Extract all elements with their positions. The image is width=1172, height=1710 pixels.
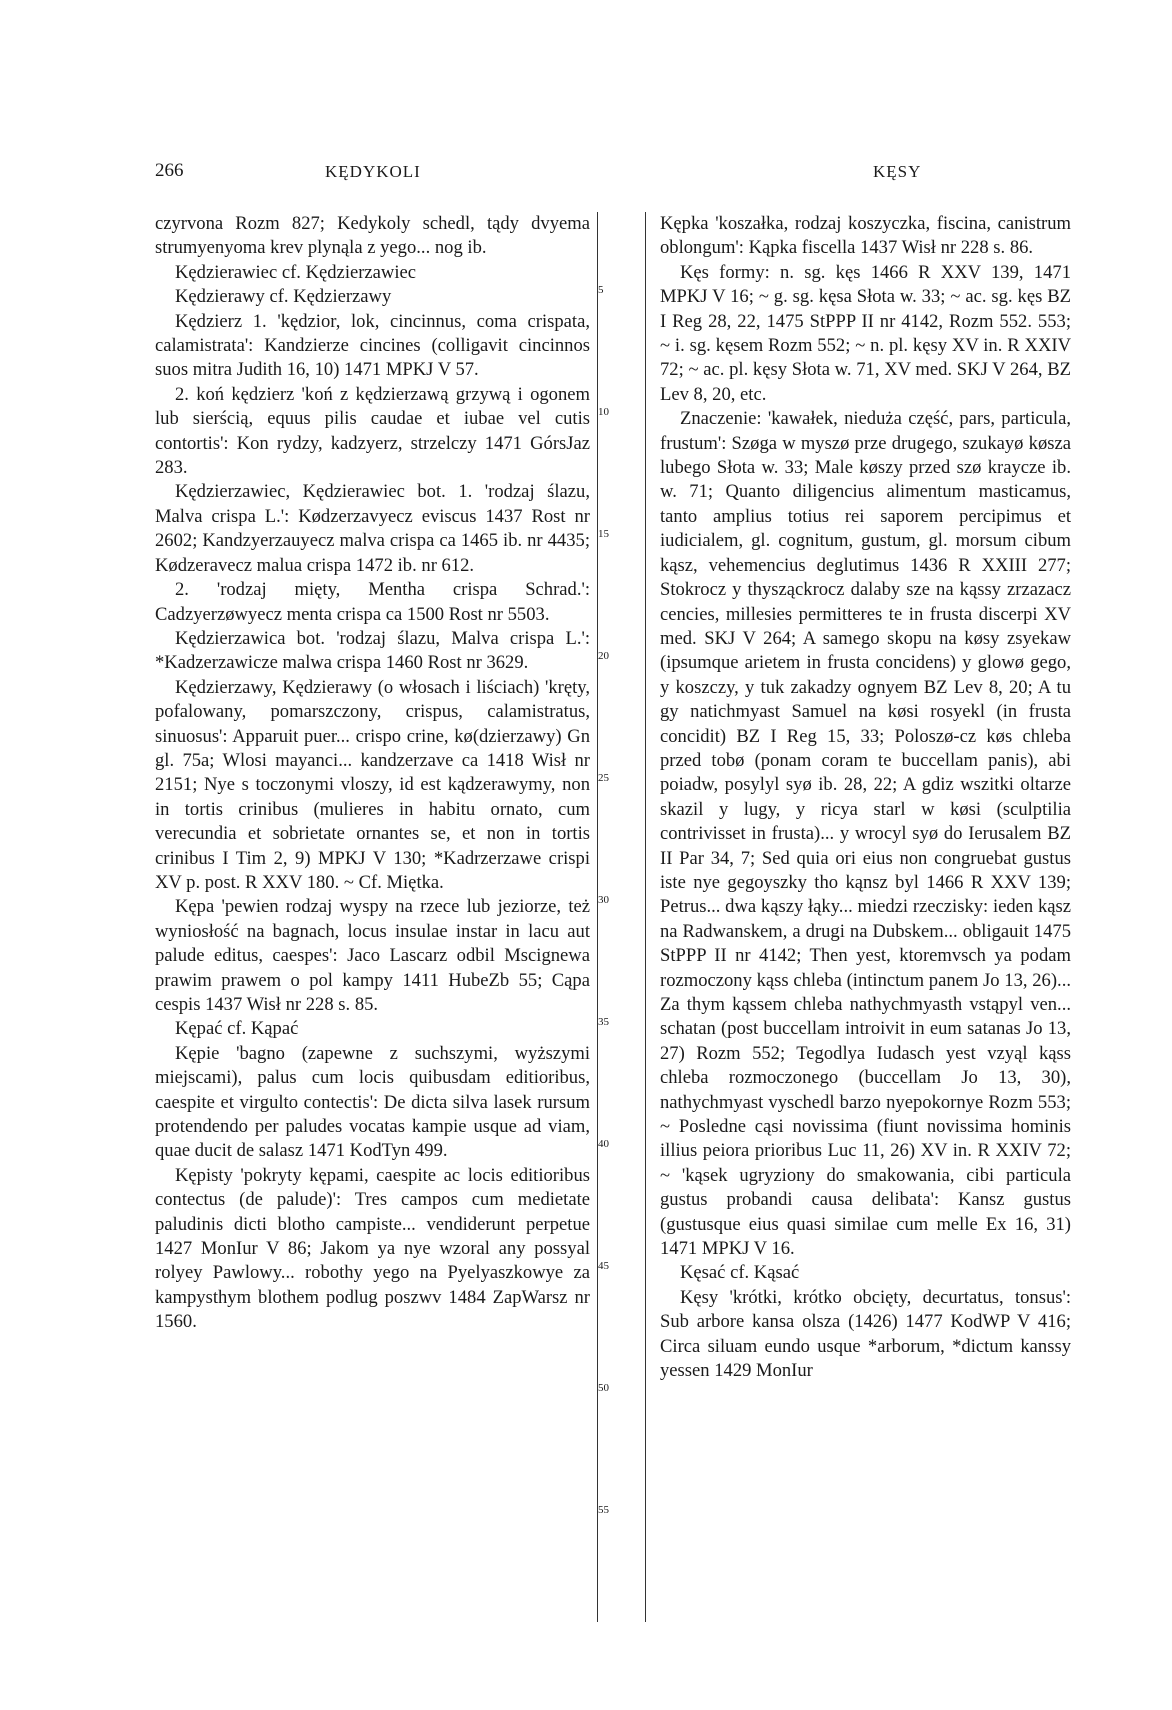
entry-text: Kęsy 'krótki, krótko obcięty, decurtatus, tonsus': Sub arbore kansa olsza (1426) 1477 KodWP V 416; Circa siluam eundo usque *arborum, *dictum kanssy yessen 1429 MonIur: [660, 1286, 1071, 1382]
entry-text: Kędzierz 1. 'kędzior, lok, cincinnus, coma crispata, calamistrata': Kandzierze cincines (colligavit cincinnos suos mitra Judith 16, 10) 1471 MPKJ V 57.: [155, 310, 590, 381]
entry-text: Kępać cf. Kąpać: [175, 1018, 299, 1040]
line-number: 35: [598, 1016, 609, 1028]
line-number: 50: [598, 1382, 609, 1394]
entry-text: Kępa 'pewien rodzaj wyspy na rzece lub jeziorze, też wyniosłość na bagnach, locus insulae instar in lacu aut palude editus, caespes': Jaco Lascarz odbil Mscignewa prawim prawem o pol kampy 1411 HubeZb 55; Cąpa cespis 1437 Wisł nr 228 s. 85.: [155, 896, 590, 1015]
entry-text: Znaczenie: 'kawałek, nieduża część, pars, particula, frustum': Szøga w myszø prze drugego, szukayø køsza lubego Słota w. 33; Male køszy przed szø kraycze ib. w. 71; Quanto diligencius alimentum masticamus, tanto amplius totius rei saporem percipimus et iudicialem, gl. cognitum, gustum, gl. morsum cibum kąsz, vehemencius deglutimus 1436 R XXIII 277; Stokrocz y thysząckrocz dalaby sze na kąssy zrzazacz cencies, millesies permitteres te in frusta discerpi XV med. SKJ V 264; A samego skopu na køsy zsyekaw (ipsumque arietem in frusta concidens) y glowø gego, y koszczy, y tuk zakadzy ognyem BZ Lev 8, 20; A tu gy natichmyast Samuel na køsi rosyekl (in frusta concidit) BZ I Reg 15, 33; Poloszø-cz køs chleba przed tobø (ponam coram te buccellam panis), abi poiadw, posylyl syø ib. 28, 22; A gdiz wszitki oltarze skazil y lugy, y ricya starl w køsi (sculptilia contrivisset in frusta)... y wrocyl syø do Ierusalem BZ II Par 34, 7; Sed quia ori eius non congruebat gustus iste nye gegoyszky tho kąnsz byl 1466 R XXV 139; Petrus... dwa kąszy łąky... miedzi rzeczisky: ieden kąsz na Radwanskem, a drugi na Dubskem... obligauit 1475 StPPP II nr 4142; Then yest, ktoremvsch ya podam rozmoczony kąss chleba (intinctum panem Jo 13, 26)... Za thym kąssem chleba nathychmyasth vstąpyl ven... schatan (post buccellam introivit in eum satanas Jo 13, 27) Rozm 552; Tegodlya Iudasch yest vzyąl kąss chleba rozmoczonego (buccellam Jo 13, 30), nathychmyast vyschedl barzo nyepokornye Rozm 553; ~ Posledne cąsi novissima (fiunt novissima hominis illius peiora prioribus Luc 11, 26) XV in. R XXIV 72; ~ 'kąsek ugryziony do smakowania, cibi particula gustus probandi causa delibata': Kansz gustus (gustusque eius quasi similae cum melle Ex 16, 31) 1471 MPKJ V 16.: [660, 408, 1071, 1260]
entry-text: Kęsać cf. Kąsać: [680, 1262, 800, 1284]
line-number: 10: [598, 406, 609, 418]
left-running-headword: KĘDYKOLI: [325, 162, 421, 181]
running-header: [155, 160, 1065, 190]
line-number: 55: [598, 1504, 609, 1516]
entry-text: 2. 'rodzaj mięty, Mentha crispa Schrad.': Cadzyerzøwyecz menta crispa ca 1500 Rost nr 5503.: [155, 579, 590, 625]
line-number: 25: [598, 772, 609, 784]
column-divider-right: [645, 212, 646, 1622]
entry-text: Kępie 'bagno (zapewne z suchszymi, wyższymi miejscami), palus cum locis quibusdam editioribus, caespite et virgulto contectis': De dicta silva lasek rursum protendendo per paludes vocatas kampie usque ad viam, quae ducit de salasz 1471 KodTyn 499.: [155, 1042, 590, 1162]
line-number: 5: [598, 284, 604, 296]
entry-text: Kędzierawy cf. Kędzierzawy: [175, 286, 392, 308]
right-running-headword: KĘSY: [873, 162, 922, 181]
page-number: 266: [155, 160, 184, 181]
column-divider-left: [597, 212, 598, 1622]
line-number: 40: [598, 1138, 609, 1150]
entry-text: czyrvona Rozm 827; Kedykoly schedl, tądy dvyema strumyenyoma krev plynąla z yego... nog ib.: [155, 213, 590, 259]
entry-text: Kędzierzawica bot. 'rodzaj ślazu, Malva crispa L.': *Kadzerzawicze malwa crispa 1460 Rost nr 3629.: [155, 627, 590, 674]
entry-text: Kędzierzawy, Kędzierawy (o włosach i liściach) 'kręty, pofalowany, pomarszczony, crispus, calamistratus, sinuosus': Apparuit puer... crispo crine, kø(dzierzawy) Gn gl. 75a; Wlosi mayanci... kandzerzave ca 1418 Wisł nr 2151; Nye s toczonymi vloszy, id est kądzerawymy, non in tortis crinibus (mulieres in habitu ornato, cum verecundia et sobrietate ornantes se, et non in tortis crinibus I Tim 2, 9) MPKJ V 130; *Kadrzerzawe crispi XV p. post. R XXV 180. ~ Cf. Miętka.: [155, 676, 590, 893]
entry-text: Kępka 'koszałka, rodzaj koszyczka, fiscina, canistrum oblongum': Kąpka fiscella 1437 Wisł nr 228 s. 86.: [660, 213, 1071, 259]
entry-text: Kędzierzawiec, Kędzierawiec bot. 1. 'rodzaj ślazu, Malva crispa L.': Kødzerzavyecz eviscus 1437 Rost nr 2602; Kandzyerzauyecz malva crispa ca 1465 ib. nr 4435; Kødzeravecz malua crispa 1472 ib. nr 612.: [155, 481, 590, 576]
line-number: 45: [598, 1260, 609, 1272]
entry-text: Kęs formy: n. sg. kęs 1466 R XXV 139, 1471 MPKJ V 16; ~ g. sg. kęsa Słota w. 33; ~ ac. sg. kęs BZ I Reg 28, 22, 1475 StPPP II nr 4142, Rozm 552. 553; ~ i. sg. kęsem Rozm 552; ~ n. pl. kęsy XV in. R XXIV 72; ~ ac. pl. kęsy Słota w. 71, XV med. SKJ V 264, BZ Lev 8, 20, etc.: [660, 261, 1071, 405]
line-number: 30: [598, 894, 609, 906]
entry-text: 2. koń kędzierz 'koń z kędzierzawą grzywą i ogonem lub sierścią, equus pilis caudae et iubae vel cutis contortis': Kon rydzy, kadzyerz, strzelczy 1471 GórsJaz 283.: [155, 383, 590, 479]
entry-text: Kępisty 'pokryty kępami, caespite ac locis editioribus contectus (de palude)': Tres campos cum medietate paludinis dicti blotho campiste... vendiderunt perpetue 1427 MonIur V 86; Jakom ya nye wzoral any possyal rolyey Pawlowy... robothy yego na Pyelyaszkowye za kampysthym blothem podlug poszwv 1484 ZapWarsz nr 1560.: [155, 1164, 590, 1333]
left-column: [155, 212, 590, 1335]
entry-text: Kędzierawiec cf. Kędzierzawiec: [175, 261, 417, 283]
line-number: 15: [598, 528, 609, 540]
line-number: 20: [598, 650, 609, 662]
right-column: [660, 212, 1071, 1384]
